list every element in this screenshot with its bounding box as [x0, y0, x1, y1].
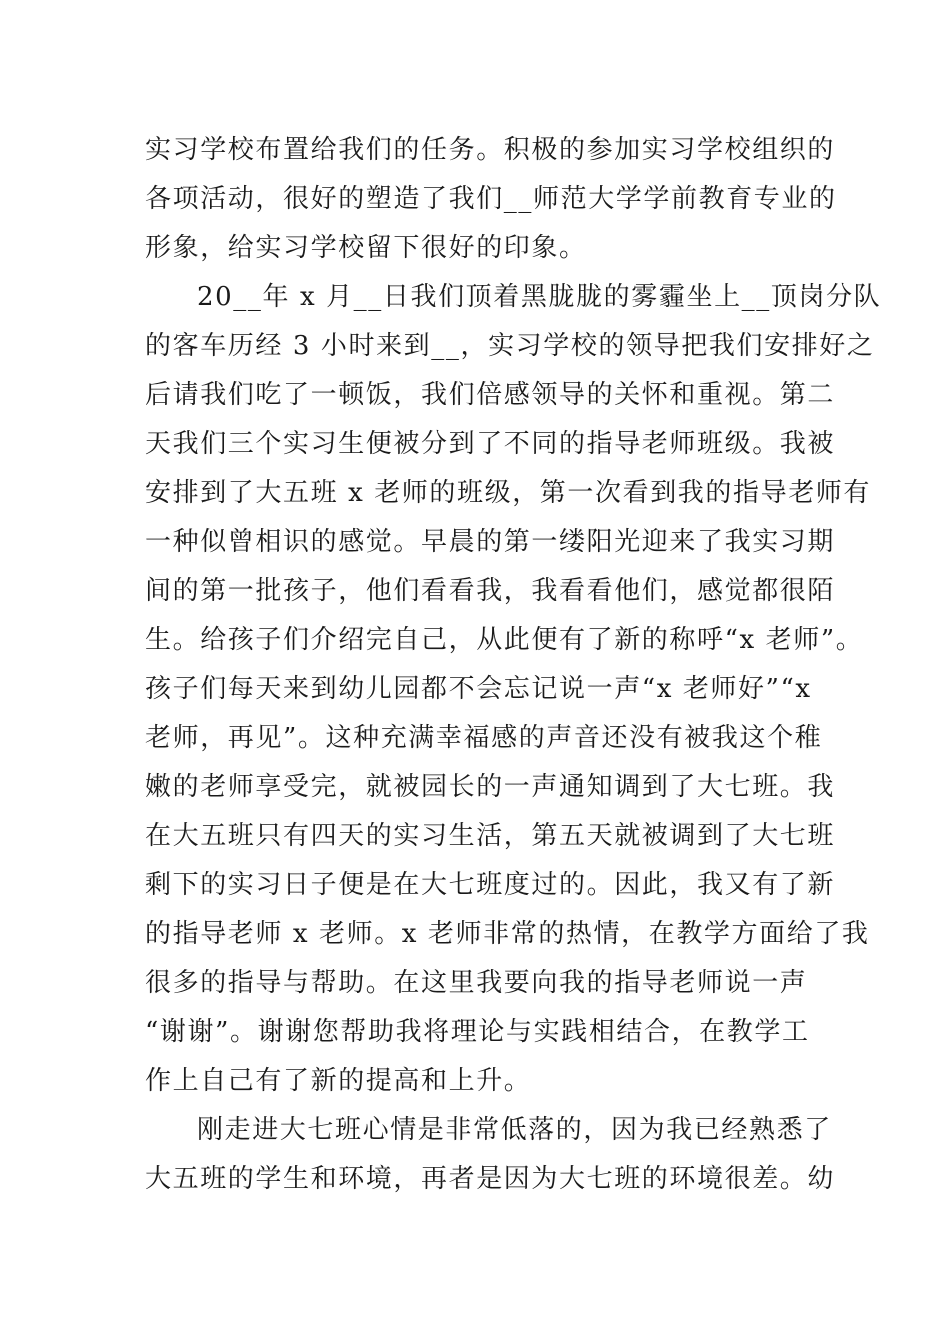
text-line: 间的第一批孩子，他们看看我，我看看他们，感觉都很陌 — [145, 576, 836, 606]
paragraph-first-line: 刚走进大七班心情是非常低落的，因为我已经熟悉了 — [197, 1115, 832, 1145]
text-line: 一种似曾相识的感觉。早晨的第一缕阳光迎来了我实习期 — [145, 527, 836, 557]
text-line: 的客车历经 3 小时来到__，实习学校的领导把我们安排好之 — [145, 331, 875, 361]
text-line: 孩子们每天来到幼儿园都不会忘记说一声“x 老师好”“x — [145, 674, 812, 704]
paragraph-first-line: 20__年 x 月__日我们顶着黑胧胧的雾霾坐上__顶岗分队 — [197, 282, 882, 312]
text-line: 安排到了大五班 x 老师的班级，第一次看到我的指导老师有 — [145, 478, 871, 508]
text-line: 各项活动，很好的塑造了我们__师范大学学前教育专业的 — [145, 184, 837, 214]
text-line: 的指导老师 x 老师。x 老师非常的热情，在教学方面给了我 — [145, 919, 870, 949]
text-line: 老师，再见”。这种充满幸福感的声音还没有被我这个稚 — [145, 723, 823, 753]
text-line: 大五班的学生和环境，再者是因为大七班的环境很差。幼 — [145, 1164, 836, 1194]
text-line: 天我们三个实习生便被分到了不同的指导老师班级。我被 — [145, 429, 836, 459]
text-line: 很多的指导与帮助。在这里我要向我的指导老师说一声 — [145, 968, 808, 998]
text-line: 实习学校布置给我们的任务。积极的参加实习学校组织的 — [145, 135, 836, 165]
text-line: 作上自己有了新的提高和上升。 — [145, 1066, 532, 1096]
text-line: 在大五班只有四天的实习生活，第五天就被调到了大七班 — [145, 821, 836, 851]
text-line: 后请我们吃了一顿饭，我们倍感领导的关怀和重视。第二 — [145, 380, 836, 410]
text-line: 形象，给实习学校留下很好的印象。 — [145, 233, 587, 263]
text-line: “谢谢”。谢谢您帮助我将理论与实践相结合，在教学工 — [145, 1017, 810, 1047]
text-line: 剩下的实习日子便是在大七班度过的。因此，我又有了新 — [145, 870, 836, 900]
text-line: 嫩的老师享受完，就被园长的一声通知调到了大七班。我 — [145, 772, 836, 802]
text-line: 生。给孩子们介绍完自己，从此便有了新的称呼“x 老师”。 — [145, 625, 864, 655]
